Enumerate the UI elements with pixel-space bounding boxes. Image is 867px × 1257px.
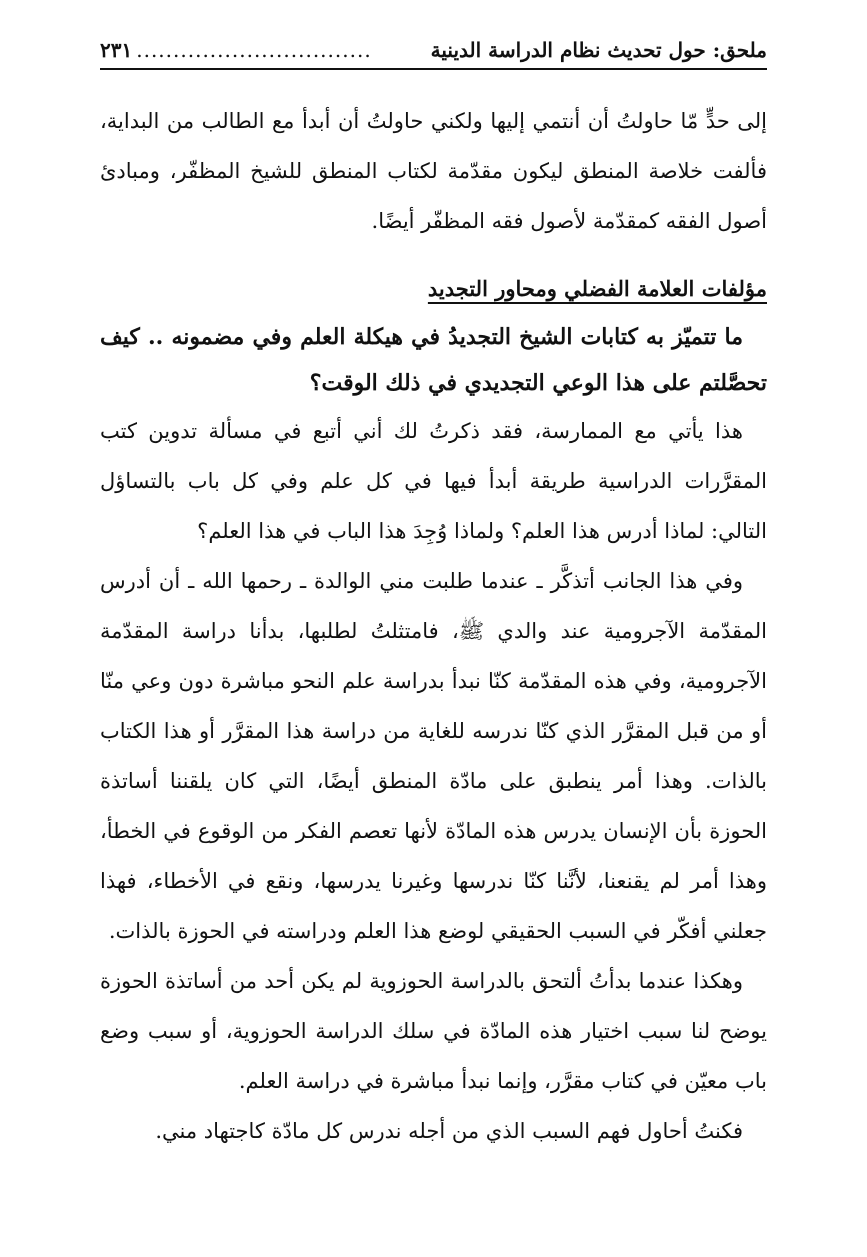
paragraph-intro: إلى حدٍّ مّا حاولتُ أن أنتمي إليها ولكني حاولتُ أن أبدأ مع الطالب من البداية، فألفت خلاصة المنطق ليكون مقدّمة لكتاب المنطق للشيخ المظفّر، ومبادئ أصول الفقه كمقدّمة لأصول فقه المظفّر أيضًا. bbox=[100, 109, 767, 233]
paragraph-answer-1: هذا يأتي مع الممارسة، فقد ذكرتُ لك أني أتبع في مسألة تدوين كتب المقرَّرات الدراسية طريقة أبدأ فيها في كل علم وفي كل باب بالتساؤل التالي: لماذا أدرس هذا العلم؟ ولماذا وُجِدَ هذا الباب في هذا العلم؟ bbox=[100, 419, 767, 543]
interview-question: ما تتميّز به كتابات الشيخ التجديدُ في هيكلة العلم وفي مضمونه .. كيف تحصَّلتم على هذا الوعي التجديدي في ذلك الوقت؟ bbox=[100, 324, 767, 396]
header-leader-dots: ................................ bbox=[136, 38, 372, 62]
paragraph-answer-2: وفي هذا الجانب أتذكَّر ـ عندما طلبت مني الوالدة ـ رحمها الله ـ أن أدرس المقدّمة الآجرومية عند والدي ﷺ، فامتثلتُ لطلبها، بدأنا دراسة المقدّمة الآجرومية، وفي هذه المقدّمة كنّا نبدأ بدراسة علم النحو مباشرة دون وعي منّا أو من قبل المقرَّر الذي كنّا ندرسه للغاية من دراسة هذا المقرَّر أو هذا الكتاب بالذات. وهذا أمر ينطبق على مادّة المنطق أيضًا، التي كان يلقننا أساتذة الحوزة بأن الإنسان يدرس هذه المادّة لأنها تعصم الفكر من الوقوع في الخطأ، وهذا أمر لم يقنعنا، لأنَّنا كنّا ندرسها وغيرنا يدرسها، ونقع في الأخطاء، فهذا جعلني أفكّر في السبب الحقيقي لوضع هذا العلم ودراسته في الحوزة بالذات. bbox=[100, 569, 767, 943]
section-heading-wrapper bbox=[100, 246, 767, 314]
body-text bbox=[100, 96, 767, 1156]
running-header-title: ملحق: حول تحديث نظام الدراسة الدينية bbox=[430, 38, 767, 62]
header-divider bbox=[100, 68, 767, 70]
running-header bbox=[100, 28, 767, 62]
running-header-page-group bbox=[100, 38, 376, 62]
page-number: ٢٣١ bbox=[100, 38, 133, 62]
section-heading: مؤلفات العلامة الفضلي ومحاور التجديد bbox=[427, 276, 767, 301]
paragraph-answer-3: وهكذا عندما بدأتُ ألتحق بالدراسة الحوزوية لم يكن أحد من أساتذة الحوزة يوضح لنا سبب اختيار هذه المادّة في سلك الدراسة الحوزوية، أو سبب وضع باب معيّن في كتاب مقرَّر، وإنما نبدأ مباشرة في دراسة العلم. bbox=[100, 969, 767, 1093]
paragraph-answer-4: فكنتُ أحاول فهم السبب الذي من أجله ندرس كل مادّة كاجتهاد مني. bbox=[155, 1119, 743, 1143]
